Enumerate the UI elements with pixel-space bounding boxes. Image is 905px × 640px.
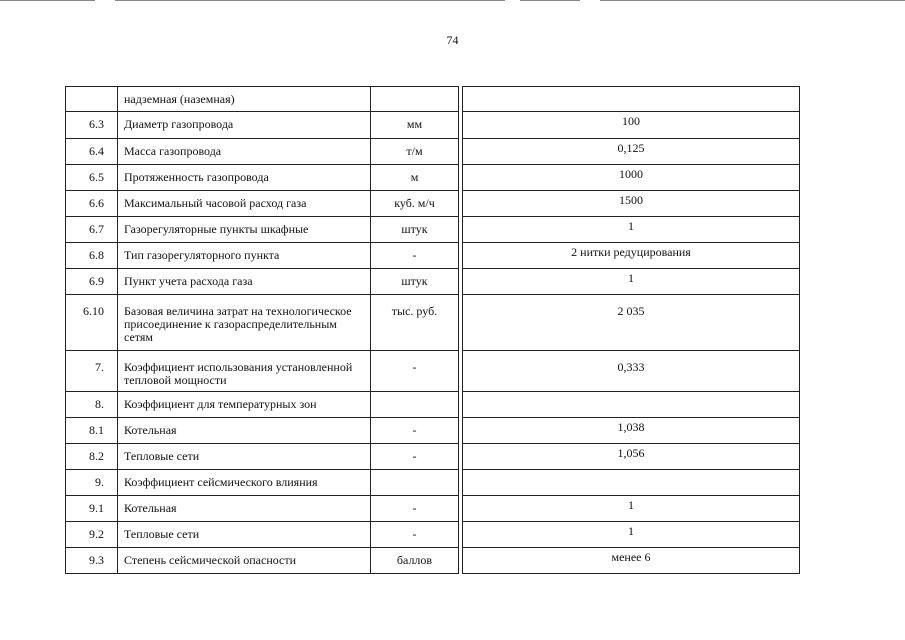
table-row — [66, 139, 800, 165]
page-number: 74 — [446, 33, 459, 47]
unit-of-measure — [371, 87, 459, 112]
parameter-value — [463, 470, 800, 496]
parameter-value: 1,038 — [463, 418, 800, 444]
row-number: 9. — [66, 470, 118, 496]
parameter-value: 100 — [463, 112, 800, 139]
unit-of-measure: тыс. руб. — [371, 295, 459, 351]
table-row — [66, 112, 800, 139]
parameter-value: 1000 — [463, 165, 800, 191]
parameter-name: Газорегуляторные пункты шкафные — [118, 217, 371, 243]
unit-of-measure: м — [371, 165, 459, 191]
table-row — [66, 548, 800, 574]
parameter-value: 1 — [463, 522, 800, 548]
table-row — [66, 269, 800, 295]
unit-of-measure: баллов — [371, 548, 459, 574]
table-row — [66, 351, 800, 392]
table-row — [66, 496, 800, 522]
parameter-name: Тип газорегуляторного пункта — [118, 243, 371, 269]
parameter-name: Масса газопровода — [118, 139, 371, 165]
row-number: 9.3 — [66, 548, 118, 574]
table-row — [66, 470, 800, 496]
table-row — [66, 392, 800, 418]
row-number: 6.10 — [66, 295, 118, 351]
unit-of-measure: - — [371, 496, 459, 522]
row-number: 8.1 — [66, 418, 118, 444]
table-row — [66, 87, 800, 112]
parameter-name: Пункт учета расхода газа — [118, 269, 371, 295]
parameter-name: Максимальный часовой расход газа — [118, 191, 371, 217]
parameter-value: 2 нитки редуцирования — [463, 243, 800, 269]
parameter-name: надземная (наземная) — [118, 87, 371, 112]
parameter-value: 1 — [463, 496, 800, 522]
unit-of-measure: - — [371, 351, 459, 392]
parameter-name: Тепловые сети — [118, 444, 371, 470]
parameter-name: Котельная — [118, 496, 371, 522]
table-row — [66, 217, 800, 243]
table-row — [66, 191, 800, 217]
parameter-value: менее 6 — [463, 548, 800, 574]
parameter-name: Коэффициент для температурных зон — [118, 392, 371, 418]
unit-of-measure: - — [371, 444, 459, 470]
row-number: 9.1 — [66, 496, 118, 522]
parameter-name: Базовая величина затрат на технологическое присоединение к газораспределительным сетям — [118, 295, 371, 351]
unit-of-measure: мм — [371, 112, 459, 139]
parameter-value: 0,125 — [463, 139, 800, 165]
parameter-value: 0,333 — [463, 351, 800, 392]
unit-of-measure: - — [371, 418, 459, 444]
parameter-name: Тепловые сети — [118, 522, 371, 548]
parameter-value: 2 035 — [463, 295, 800, 351]
unit-of-measure: т/м — [371, 139, 459, 165]
parameter-value: 1,056 — [463, 444, 800, 470]
table-row — [66, 165, 800, 191]
unit-of-measure — [371, 392, 459, 418]
table-row — [66, 418, 800, 444]
parameter-value: 1 — [463, 269, 800, 295]
parameter-name: Котельная — [118, 418, 371, 444]
unit-of-measure: куб. м/ч — [371, 191, 459, 217]
row-number: 6.7 — [66, 217, 118, 243]
unit-of-measure — [371, 470, 459, 496]
row-number: 6.8 — [66, 243, 118, 269]
row-number: 6.9 — [66, 269, 118, 295]
table-row — [66, 522, 800, 548]
parameter-value: 1500 — [463, 191, 800, 217]
row-number: 6.5 — [66, 165, 118, 191]
parameter-value — [463, 87, 800, 112]
row-number — [66, 87, 118, 112]
parameter-name: Коэффициент использования установленной тепловой мощности — [118, 351, 371, 392]
row-number: 6.4 — [66, 139, 118, 165]
table-row — [66, 295, 800, 351]
row-number: 7. — [66, 351, 118, 392]
row-number: 6.6 — [66, 191, 118, 217]
scan-edge-marks — [0, 0, 905, 2]
unit-of-measure: - — [371, 243, 459, 269]
parameter-value — [463, 392, 800, 418]
parameters-table — [65, 86, 800, 574]
parameter-name: Коэффициент сейсмического влияния — [118, 470, 371, 496]
unit-of-measure: - — [371, 522, 459, 548]
parameter-name: Диаметр газопровода — [118, 112, 371, 139]
table-row — [66, 243, 800, 269]
row-number: 8.2 — [66, 444, 118, 470]
parameter-name: Протяженность газопровода — [118, 165, 371, 191]
unit-of-measure: штук — [371, 269, 459, 295]
row-number: 8. — [66, 392, 118, 418]
row-number: 6.3 — [66, 112, 118, 139]
parameter-value: 1 — [463, 217, 800, 243]
row-number: 9.2 — [66, 522, 118, 548]
table-row — [66, 444, 800, 470]
parameter-name: Степень сейсмической опасности — [118, 548, 371, 574]
unit-of-measure: штук — [371, 217, 459, 243]
